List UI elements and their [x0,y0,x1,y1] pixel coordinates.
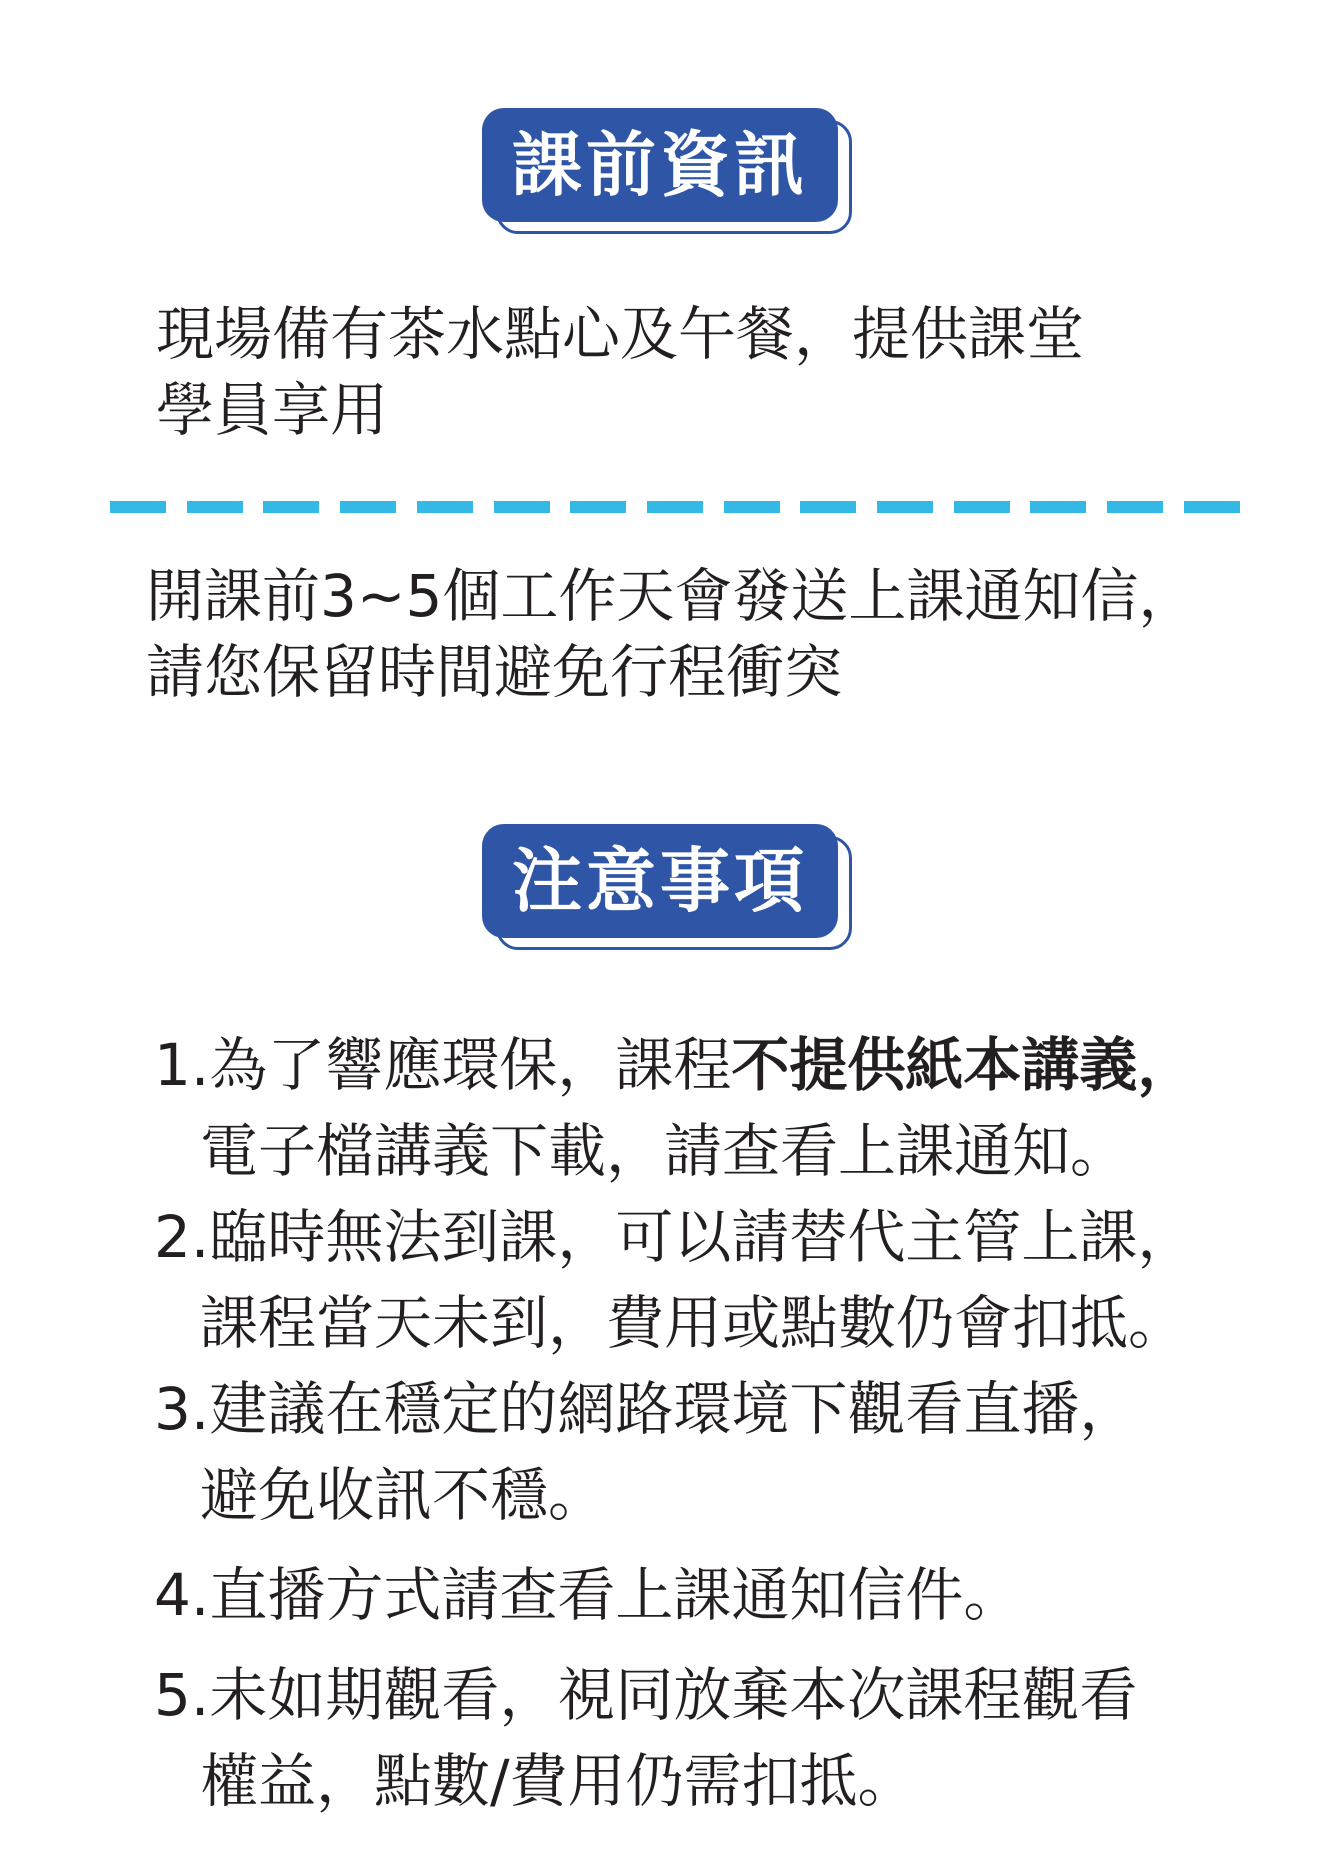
divider-dash [110,501,166,513]
note-item-3 [154,1366,1195,1538]
divider-dash [800,501,856,513]
divider-dash [1184,501,1240,513]
note-line: 2.臨時無法到課，可以請替代主管上課， [154,1203,1196,1271]
note-line: 避免收訊不穩。 [200,1461,607,1529]
divider-dash [1107,501,1163,513]
meal-info-line-1: 現場備有茶水點心及午餐，提供課堂 [156,300,1085,368]
heading-badge-face [482,824,838,938]
meal-info-line-2: 學員享用 [156,376,389,444]
meal-info-text [156,296,1084,448]
divider-dash [647,501,703,513]
divider-dash [187,501,243,513]
divider-dash [1030,501,1086,513]
note-item-2 [154,1194,1195,1366]
divider-dash [263,501,319,513]
note-emphasis: 不提供紙本講義， [731,1031,1196,1099]
note-line: 權益，點數/費用仍需扣抵。 [200,1747,916,1815]
note-item-5 [154,1652,1195,1824]
divider-dash [724,501,780,513]
divider-dash [570,501,626,513]
divider-dash [877,501,933,513]
divider-dash [417,501,473,513]
note-line: 課程當天未到，費用或點數仍會扣抵。 [200,1289,1187,1357]
divider-dash [494,501,550,513]
note-item-1 [154,1022,1195,1194]
pre-class-heading: 課前資訊 [512,124,808,206]
note-line [154,1022,1195,1108]
dashed-divider [110,501,1240,513]
divider-dash [340,501,396,513]
notice-info-line-1: 開課前3~5個工作天會發送上課通知信， [146,562,1197,630]
divider-dash [954,501,1010,513]
pre-class-heading-badge [482,108,854,236]
notice-info-line-2: 請您保留時間避免行程衝突 [146,638,843,706]
notes-list [154,1022,1195,1824]
note-line: 3.建議在穩定的網路環境下觀看直播， [154,1375,1138,1443]
notes-heading: 注意事項 [512,840,808,922]
notes-heading-badge [482,824,854,952]
heading-badge-face [482,108,838,222]
note-text: 1.為了響應環保，課程 [154,1031,732,1099]
note-line: 4.直播方式請查看上課通知信件。 [154,1561,1022,1629]
notice-info-text [146,558,1196,710]
note-line: 電子檔講義下載，請查看上課通知。 [200,1117,1129,1185]
note-item-4 [154,1552,1195,1638]
note-line: 5.未如期觀看，視同放棄本次課程觀看 [154,1661,1138,1729]
